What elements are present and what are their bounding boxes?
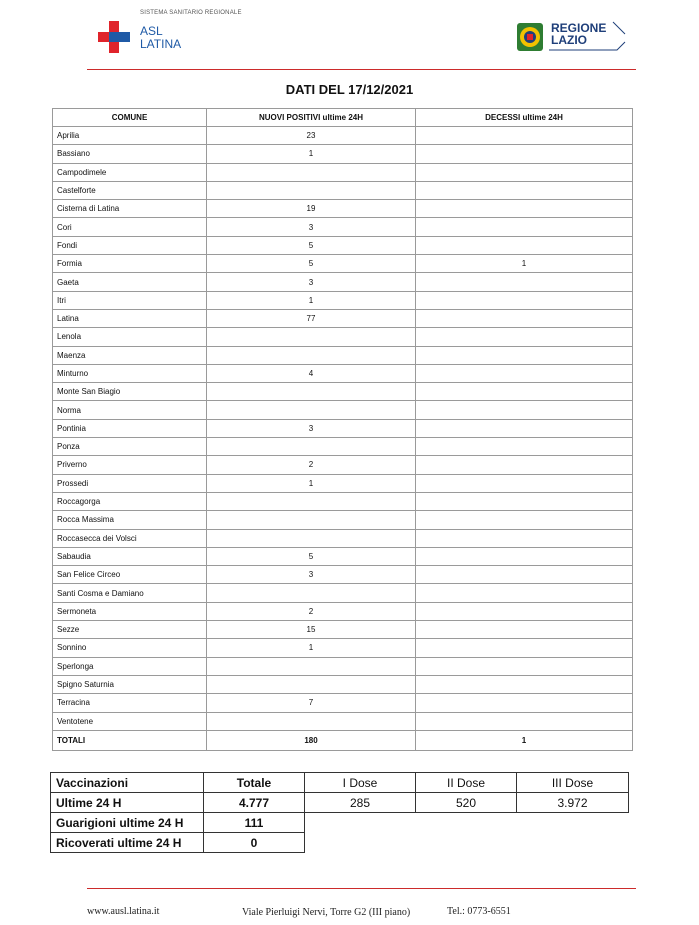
cell-comune: Latina <box>53 309 207 327</box>
cell-nuovi-positivi <box>207 712 416 730</box>
cell-decessi: 1 <box>416 255 633 273</box>
header-decessi: DECESSI ultime 24H <box>416 109 633 127</box>
table-row <box>53 328 633 346</box>
cell-nuovi-positivi <box>207 438 416 456</box>
cell-decessi <box>416 291 633 309</box>
guarigioni-label: Guarigioni ultime 24 H <box>51 813 204 833</box>
table-row <box>53 657 633 675</box>
cell-decessi <box>416 511 633 529</box>
cell-comune: Monte San Biagio <box>53 383 207 401</box>
table-row <box>53 456 633 474</box>
cell-comune: Prossedi <box>53 474 207 492</box>
cell-decessi <box>416 181 633 199</box>
cell-decessi <box>416 383 633 401</box>
table-row <box>53 145 633 163</box>
table-row <box>53 218 633 236</box>
asl-name <box>140 25 181 51</box>
table-row <box>53 474 633 492</box>
cell-comune: Priverno <box>53 456 207 474</box>
page-title: DATI DEL 17/12/2021 <box>285 82 414 97</box>
footer-address: Viale Pierluigi Nervi, Torre G2 (III piano) <box>242 907 411 918</box>
cell-decessi <box>416 657 633 675</box>
empty-cell <box>305 833 629 853</box>
cell-comune: Spigno Saturnia <box>53 675 207 693</box>
cell-nuovi-positivi: 1 <box>207 639 416 657</box>
table-row <box>53 639 633 657</box>
cell-nuovi-positivi: 19 <box>207 200 416 218</box>
cell-decessi <box>416 200 633 218</box>
footer-website[interactable]: www.ausl.latina.it <box>87 906 160 917</box>
cell-comune: Sezze <box>53 621 207 639</box>
vax-period-label: Ultime 24 H <box>51 793 204 813</box>
cell-nuovi-positivi <box>207 657 416 675</box>
table-row <box>53 492 633 510</box>
table-body <box>53 127 633 751</box>
cell-decessi <box>416 218 633 236</box>
cell-comune: San Felice Circeo <box>53 566 207 584</box>
cell-decessi <box>416 675 633 693</box>
cell-comune: Sermoneta <box>53 602 207 620</box>
table-row <box>53 675 633 693</box>
vax-value-ii-dose: 520 <box>416 793 517 813</box>
cell-decessi <box>416 346 633 364</box>
header-nuovi-positivi: NUOVI POSITIVI ultime 24H <box>207 109 416 127</box>
header-comune: COMUNE <box>53 109 207 127</box>
table-row <box>53 383 633 401</box>
table-row <box>53 602 633 620</box>
table-row <box>53 584 633 602</box>
empty-cell <box>305 813 629 833</box>
asl-cross-logo <box>98 21 130 53</box>
ricoverati-value: 0 <box>204 833 305 853</box>
total-nuovi-positivi: 180 <box>207 730 416 750</box>
table-row <box>53 236 633 254</box>
cell-comune: Pontinia <box>53 419 207 437</box>
cell-decessi <box>416 456 633 474</box>
cell-comune: Sabaudia <box>53 547 207 565</box>
cell-decessi <box>416 273 633 291</box>
cell-decessi <box>416 621 633 639</box>
cell-comune: Castelforte <box>53 181 207 199</box>
cell-comune: Terracina <box>53 694 207 712</box>
cell-decessi <box>416 419 633 437</box>
cell-nuovi-positivi <box>207 492 416 510</box>
cell-nuovi-positivi: 77 <box>207 309 416 327</box>
table-row <box>53 419 633 437</box>
cell-comune: Cori <box>53 218 207 236</box>
table-row <box>53 547 633 565</box>
table-row <box>53 438 633 456</box>
table-row <box>53 127 633 145</box>
cell-nuovi-positivi: 3 <box>207 419 416 437</box>
cell-comune: Fondi <box>53 236 207 254</box>
cell-comune: Sperlonga <box>53 657 207 675</box>
cell-decessi <box>416 309 633 327</box>
cell-nuovi-positivi: 2 <box>207 456 416 474</box>
vaccination-table <box>50 772 629 853</box>
total-decessi: 1 <box>416 730 633 750</box>
cell-decessi <box>416 328 633 346</box>
asl-subtitle: SISTEMA SANITARIO REGIONALE <box>140 10 242 16</box>
cell-nuovi-positivi: 1 <box>207 291 416 309</box>
cell-decessi <box>416 474 633 492</box>
header-divider <box>87 69 636 70</box>
cell-nuovi-positivi: 4 <box>207 364 416 382</box>
table-row <box>53 511 633 529</box>
table-row <box>53 273 633 291</box>
vax-values-row <box>51 793 629 813</box>
lazio-line1: REGIONE <box>551 21 607 35</box>
cell-comune: Cisterna di Latina <box>53 200 207 218</box>
cell-comune: Gaeta <box>53 273 207 291</box>
cell-decessi <box>416 145 633 163</box>
cell-nuovi-positivi <box>207 383 416 401</box>
cell-comune: Rocca Massima <box>53 511 207 529</box>
cell-comune: Itri <box>53 291 207 309</box>
cell-nuovi-positivi: 3 <box>207 218 416 236</box>
table-row <box>53 712 633 730</box>
vax-header-totale: Totale <box>204 773 305 793</box>
cell-nuovi-positivi <box>207 511 416 529</box>
cell-decessi <box>416 492 633 510</box>
cell-nuovi-positivi: 1 <box>207 145 416 163</box>
cell-decessi <box>416 694 633 712</box>
cell-comune: Formia <box>53 255 207 273</box>
cell-nuovi-positivi <box>207 584 416 602</box>
cell-comune: Roccasecca dei Volsci <box>53 529 207 547</box>
cell-decessi <box>416 529 633 547</box>
cell-decessi <box>416 127 633 145</box>
table-row <box>53 309 633 327</box>
cell-decessi <box>416 639 633 657</box>
table-row <box>53 181 633 199</box>
cell-comune: Maenza <box>53 346 207 364</box>
cell-nuovi-positivi: 3 <box>207 273 416 291</box>
table-row <box>53 163 633 181</box>
cell-nuovi-positivi <box>207 529 416 547</box>
vax-value-totale: 4.777 <box>204 793 305 813</box>
cell-decessi <box>416 401 633 419</box>
table-row <box>53 566 633 584</box>
cell-decessi <box>416 364 633 382</box>
cell-nuovi-positivi <box>207 675 416 693</box>
cell-nuovi-positivi: 7 <box>207 694 416 712</box>
table-row <box>53 364 633 382</box>
asl-line2: LATINA <box>140 37 182 51</box>
vax-header-iii-dose: III Dose <box>517 773 629 793</box>
cell-nuovi-positivi: 5 <box>207 236 416 254</box>
table-header-row <box>53 109 633 127</box>
cell-decessi <box>416 438 633 456</box>
table-row <box>53 291 633 309</box>
cell-nuovi-positivi: 1 <box>207 474 416 492</box>
cell-nuovi-positivi: 5 <box>207 547 416 565</box>
cell-nuovi-positivi: 5 <box>207 255 416 273</box>
cell-decessi <box>416 602 633 620</box>
vax-header-i-dose: I Dose <box>305 773 416 793</box>
cell-decessi <box>416 163 633 181</box>
ricoverati-row <box>51 833 629 853</box>
table-row <box>53 401 633 419</box>
footer-phone: Tel.: 0773-6551 <box>447 906 511 917</box>
cell-nuovi-positivi <box>207 328 416 346</box>
guarigioni-value: 111 <box>204 813 305 833</box>
cell-nuovi-positivi <box>207 181 416 199</box>
table-row <box>53 255 633 273</box>
table-row <box>53 200 633 218</box>
guarigioni-row <box>51 813 629 833</box>
cell-comune: Roccagorga <box>53 492 207 510</box>
vax-header-row <box>51 773 629 793</box>
cell-comune: Lenola <box>53 328 207 346</box>
cell-nuovi-positivi: 15 <box>207 621 416 639</box>
vax-header-ii-dose: II Dose <box>416 773 517 793</box>
cell-decessi <box>416 547 633 565</box>
total-label: TOTALI <box>53 730 207 750</box>
cell-comune: Sonnino <box>53 639 207 657</box>
cell-comune: Ventotene <box>53 712 207 730</box>
cell-decessi <box>416 566 633 584</box>
cell-comune: Aprilia <box>53 127 207 145</box>
comuni-table <box>52 108 633 751</box>
cell-comune: Ponza <box>53 438 207 456</box>
table-row <box>53 621 633 639</box>
cell-comune: Norma <box>53 401 207 419</box>
cell-nuovi-positivi <box>207 346 416 364</box>
cell-decessi <box>416 584 633 602</box>
asl-line1: ASL <box>140 24 163 38</box>
regione-lazio-text <box>551 22 606 46</box>
footer-divider <box>87 888 636 889</box>
totals-row <box>53 730 633 750</box>
cell-comune: Santi Cosma e Damiano <box>53 584 207 602</box>
cell-comune: Bassiano <box>53 145 207 163</box>
cell-nuovi-positivi: 3 <box>207 566 416 584</box>
cell-comune: Campodimele <box>53 163 207 181</box>
table-row <box>53 346 633 364</box>
cell-nuovi-positivi <box>207 163 416 181</box>
cell-decessi <box>416 236 633 254</box>
cell-nuovi-positivi <box>207 401 416 419</box>
cell-nuovi-positivi: 2 <box>207 602 416 620</box>
vax-value-i-dose: 285 <box>305 793 416 813</box>
table-row <box>53 694 633 712</box>
table-row <box>53 529 633 547</box>
lazio-line2: LAZIO <box>551 33 587 47</box>
cell-comune: Minturno <box>53 364 207 382</box>
cell-decessi <box>416 712 633 730</box>
ricoverati-label: Ricoverati ultime 24 H <box>51 833 204 853</box>
vax-value-iii-dose: 3.972 <box>517 793 629 813</box>
vax-label: Vaccinazioni <box>51 773 204 793</box>
cell-nuovi-positivi: 23 <box>207 127 416 145</box>
